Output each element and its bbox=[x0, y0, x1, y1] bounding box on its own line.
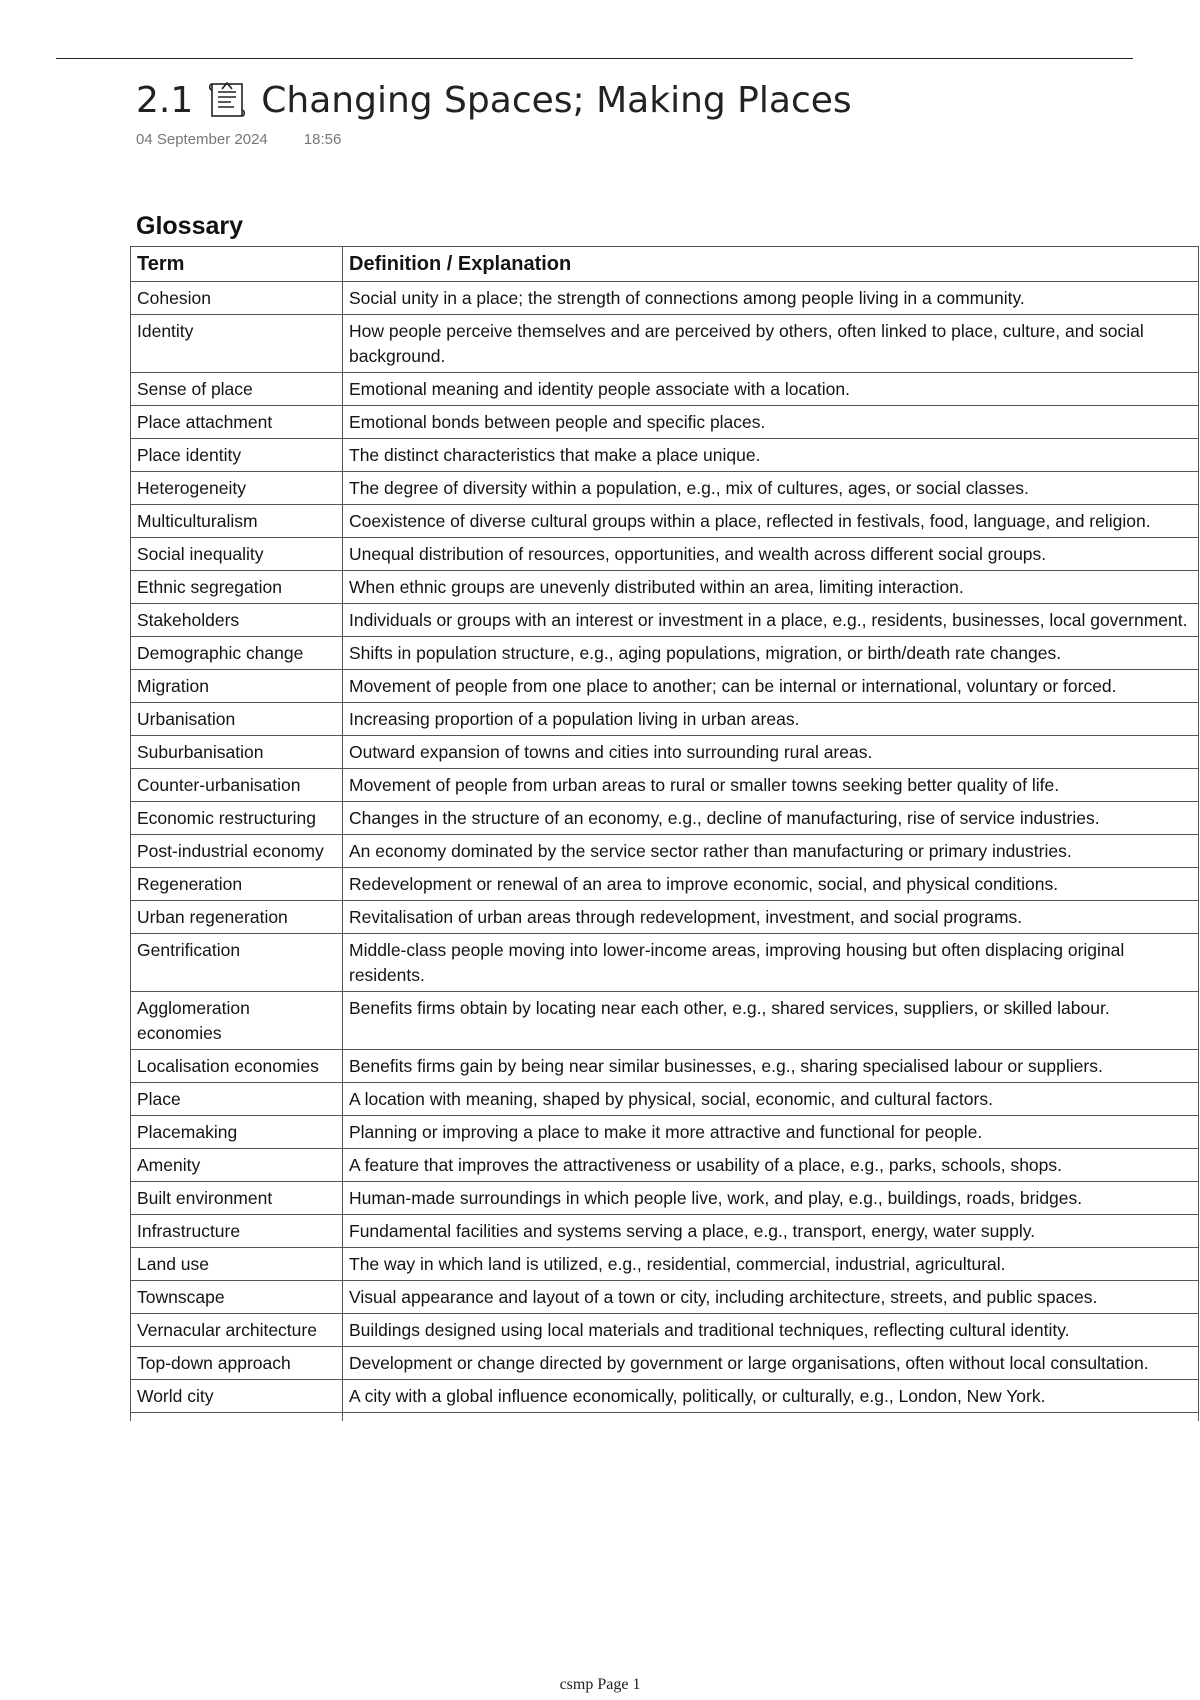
page-title-text: Changing Spaces; Making Places bbox=[261, 79, 852, 121]
table-row bbox=[131, 901, 1199, 934]
top-divider bbox=[56, 58, 1133, 59]
glossary-definition: Movement of people from one place to another; can be internal or international, voluntary or forced. bbox=[343, 670, 1199, 703]
glossary-term: Heterogeneity bbox=[131, 472, 343, 505]
table-row bbox=[131, 505, 1199, 538]
scroll-document-icon bbox=[207, 80, 247, 120]
table-row bbox=[131, 1149, 1199, 1182]
table-row bbox=[131, 835, 1199, 868]
glossary-definition: When ethnic groups are unevenly distributed within an area, limiting interaction. bbox=[343, 571, 1199, 604]
table-row bbox=[131, 315, 1199, 373]
glossary-term: Place identity bbox=[131, 439, 343, 472]
glossary-term: Ethnic segregation bbox=[131, 571, 343, 604]
table-row bbox=[131, 571, 1199, 604]
table-row bbox=[131, 670, 1199, 703]
table-row bbox=[131, 802, 1199, 835]
glossary-table-body bbox=[131, 282, 1199, 1422]
glossary-definition: The degree of diversity within a population, e.g., mix of cultures, ages, or social classes. bbox=[343, 472, 1199, 505]
glossary-definition: Outward expansion of towns and cities into surrounding rural areas. bbox=[343, 736, 1199, 769]
glossary-term: Agglomeration economies bbox=[131, 992, 343, 1050]
table-continuation-stub bbox=[131, 1413, 1199, 1422]
glossary-term: Suburbanisation bbox=[131, 736, 343, 769]
table-row bbox=[131, 934, 1199, 992]
glossary-definition: Development or change directed by government or large organisations, often without local consultation. bbox=[343, 1347, 1199, 1380]
glossary-term: Urbanisation bbox=[131, 703, 343, 736]
table-row bbox=[131, 769, 1199, 802]
page-time: 18:56 bbox=[303, 131, 342, 148]
glossary-term: Top-down approach bbox=[131, 1347, 343, 1380]
table-row bbox=[131, 1215, 1199, 1248]
section-number: 2.1 bbox=[136, 79, 194, 121]
glossary-term: Regeneration bbox=[131, 868, 343, 901]
glossary-term: Demographic change bbox=[131, 637, 343, 670]
glossary-definition: Human-made surroundings in which people live, work, and play, e.g., buildings, roads, bridges. bbox=[343, 1182, 1199, 1215]
glossary-definition: Visual appearance and layout of a town or city, including architecture, streets, and public spaces. bbox=[343, 1281, 1199, 1314]
table-row bbox=[131, 1182, 1199, 1215]
glossary-definition: Buildings designed using local materials and traditional techniques, reflecting cultural identity. bbox=[343, 1314, 1199, 1347]
glossary-definition: Individuals or groups with an interest or investment in a place, e.g., residents, businesses, local government. bbox=[343, 604, 1199, 637]
glossary-definition: Unequal distribution of resources, opportunities, and wealth across different social groups. bbox=[343, 538, 1199, 571]
glossary-term: Gentrification bbox=[131, 934, 343, 992]
table-row bbox=[131, 992, 1199, 1050]
glossary-definition: A city with a global influence economically, politically, or culturally, e.g., London, New York. bbox=[343, 1380, 1199, 1413]
glossary-term: Economic restructuring bbox=[131, 802, 343, 835]
glossary-term: Social inequality bbox=[131, 538, 343, 571]
glossary-term: Identity bbox=[131, 315, 343, 373]
glossary-term: Built environment bbox=[131, 1182, 343, 1215]
table-row bbox=[131, 604, 1199, 637]
glossary-term: Infrastructure bbox=[131, 1215, 343, 1248]
page-title bbox=[136, 76, 852, 124]
glossary-heading: Glossary bbox=[136, 212, 244, 240]
glossary-term: Localisation economies bbox=[131, 1050, 343, 1083]
glossary-definition: The way in which land is utilized, e.g., residential, commercial, industrial, agricultural. bbox=[343, 1248, 1199, 1281]
table-row bbox=[131, 1083, 1199, 1116]
glossary-term: Place attachment bbox=[131, 406, 343, 439]
glossary-definition: Movement of people from urban areas to rural or smaller towns seeking better quality of life. bbox=[343, 769, 1199, 802]
glossary-definition: Changes in the structure of an economy, e.g., decline of manufacturing, rise of service industries. bbox=[343, 802, 1199, 835]
table-row bbox=[131, 282, 1199, 315]
glossary-definition: Social unity in a place; the strength of connections among people living in a community. bbox=[343, 282, 1199, 315]
glossary-term: Vernacular architecture bbox=[131, 1314, 343, 1347]
glossary-definition: Fundamental facilities and systems serving a place, e.g., transport, energy, water supply. bbox=[343, 1215, 1199, 1248]
glossary-term: Townscape bbox=[131, 1281, 343, 1314]
glossary-term: Placemaking bbox=[131, 1116, 343, 1149]
column-header-term: Term bbox=[131, 247, 343, 282]
glossary-term: Post-industrial economy bbox=[131, 835, 343, 868]
table-row bbox=[131, 868, 1199, 901]
glossary-term: Amenity bbox=[131, 1149, 343, 1182]
glossary-term: World city bbox=[131, 1380, 343, 1413]
glossary-term: Counter-urbanisation bbox=[131, 769, 343, 802]
table-row bbox=[131, 1314, 1199, 1347]
glossary-definition: Middle-class people moving into lower-income areas, improving housing but often displacing original residents. bbox=[343, 934, 1199, 992]
glossary-definition: An economy dominated by the service sector rather than manufacturing or primary industries. bbox=[343, 835, 1199, 868]
table-row bbox=[131, 1347, 1199, 1380]
glossary-definition: Increasing proportion of a population living in urban areas. bbox=[343, 703, 1199, 736]
glossary-term: Cohesion bbox=[131, 282, 343, 315]
glossary-definition: Coexistence of diverse cultural groups within a place, reflected in festivals, food, language, and religion. bbox=[343, 505, 1199, 538]
page-date: 04 September 2024 bbox=[136, 131, 268, 148]
table-row bbox=[131, 472, 1199, 505]
glossary-definition: Planning or improving a place to make it more attractive and functional for people. bbox=[343, 1116, 1199, 1149]
glossary-definition: Benefits firms obtain by locating near each other, e.g., shared services, suppliers, or skilled labour. bbox=[343, 992, 1199, 1050]
column-header-definition: Definition / Explanation bbox=[343, 247, 1199, 282]
glossary-term: Urban regeneration bbox=[131, 901, 343, 934]
table-row bbox=[131, 373, 1199, 406]
table-row bbox=[131, 1281, 1199, 1314]
glossary-term: Multiculturalism bbox=[131, 505, 343, 538]
glossary-definition: Emotional meaning and identity people associate with a location. bbox=[343, 373, 1199, 406]
glossary-table bbox=[130, 246, 1199, 1421]
glossary-definition: A feature that improves the attractiveness or usability of a place, e.g., parks, schools, shops. bbox=[343, 1149, 1199, 1182]
table-row bbox=[131, 637, 1199, 670]
table-row bbox=[131, 1380, 1199, 1413]
table-row bbox=[131, 406, 1199, 439]
glossary-definition: Benefits firms gain by being near similar businesses, e.g., sharing specialised labour or suppliers. bbox=[343, 1050, 1199, 1083]
table-row bbox=[131, 1248, 1199, 1281]
glossary-definition: A location with meaning, shaped by physical, social, economic, and cultural factors. bbox=[343, 1083, 1199, 1116]
page-footer: csmp Page 1 bbox=[559, 1676, 641, 1693]
page-timestamp bbox=[136, 131, 341, 148]
glossary-definition: Shifts in population structure, e.g., aging populations, migration, or birth/death rate changes. bbox=[343, 637, 1199, 670]
glossary-definition: Emotional bonds between people and specific places. bbox=[343, 406, 1199, 439]
glossary-term: Land use bbox=[131, 1248, 343, 1281]
glossary-definition: How people perceive themselves and are perceived by others, often linked to place, culture, and social background. bbox=[343, 315, 1199, 373]
glossary-term: Place bbox=[131, 1083, 343, 1116]
glossary-definition: The distinct characteristics that make a place unique. bbox=[343, 439, 1199, 472]
glossary-definition: Redevelopment or renewal of an area to improve economic, social, and physical conditions. bbox=[343, 868, 1199, 901]
glossary-term: Migration bbox=[131, 670, 343, 703]
glossary-definition: Revitalisation of urban areas through redevelopment, investment, and social programs. bbox=[343, 901, 1199, 934]
glossary-term: Sense of place bbox=[131, 373, 343, 406]
table-row bbox=[131, 439, 1199, 472]
table-row bbox=[131, 736, 1199, 769]
table-row bbox=[131, 1050, 1199, 1083]
table-row bbox=[131, 1116, 1199, 1149]
table-row bbox=[131, 703, 1199, 736]
table-header-row bbox=[131, 247, 1199, 282]
table-row bbox=[131, 538, 1199, 571]
glossary-term: Stakeholders bbox=[131, 604, 343, 637]
